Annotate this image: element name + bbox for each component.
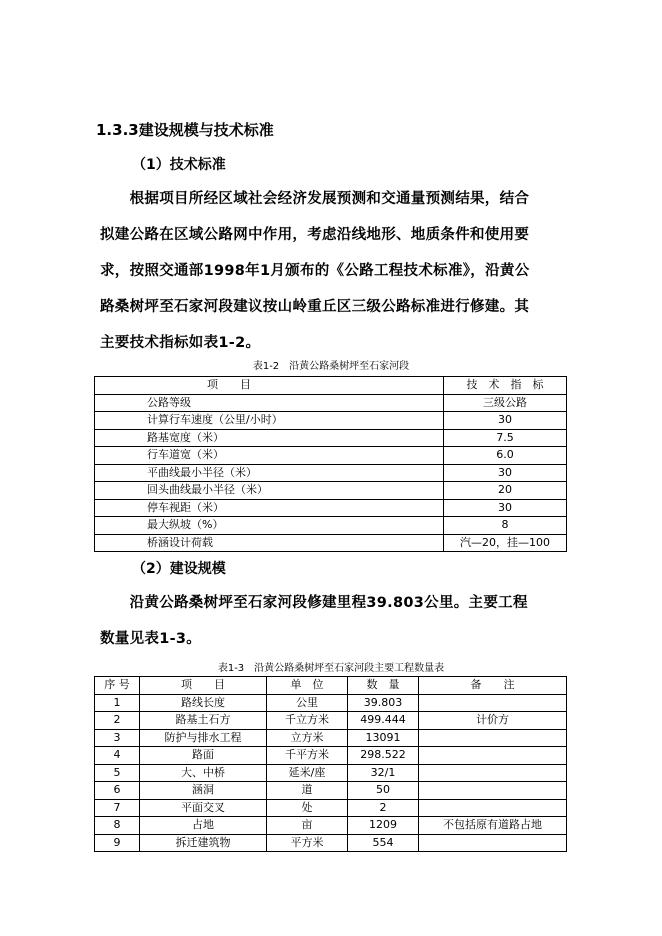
header-number: 序 号 — [95, 677, 140, 695]
cell-item: 涵洞 — [140, 782, 267, 800]
cell-value: 三级公路 — [444, 394, 567, 412]
cell-item: 拆迁建筑物 — [140, 834, 267, 852]
cell-unit: 公里 — [267, 694, 348, 712]
table1-caption: 表1-2 沿黄公路桑树坪至石家河段 — [252, 361, 410, 372]
table-row — [95, 464, 567, 482]
paragraph-line: 路桑树坪至石家河段建议按山岭重丘区三级公路标准进行修建。其 — [100, 299, 530, 315]
table-row — [95, 799, 567, 817]
table-row — [95, 517, 567, 535]
cell-quantity: 2 — [348, 799, 419, 817]
paragraph-construction-scale — [100, 585, 556, 657]
cell-unit: 道 — [267, 782, 348, 800]
cell-number: 7 — [95, 799, 140, 817]
paragraph-line: 沿黄公路桑树坪至石家河段修建里程39.803公里。主要工程 — [100, 595, 528, 611]
cell-remarks — [419, 694, 567, 712]
cell-unit: 立方米 — [267, 729, 348, 747]
cell-unit: 延米/座 — [267, 764, 348, 782]
cell-remarks — [419, 782, 567, 800]
table-row — [95, 729, 567, 747]
table-row — [95, 747, 567, 765]
cell-quantity: 32/1 — [348, 764, 419, 782]
cell-remarks: 不包括原有道路占地 — [419, 817, 567, 835]
header-unit: 单 位 — [267, 677, 348, 695]
table-header-row — [95, 677, 567, 695]
table-row — [95, 694, 567, 712]
cell-number: 6 — [95, 782, 140, 800]
cell-unit: 千平方米 — [267, 747, 348, 765]
cell-item: 占地 — [140, 817, 267, 835]
cell-number: 5 — [95, 764, 140, 782]
cell-quantity: 39.803 — [348, 694, 419, 712]
paragraph-line: 主要技术指标如表1-2。 — [100, 335, 261, 351]
cell-quantity: 298.522 — [348, 747, 419, 765]
paragraph-technical-standards — [100, 181, 556, 361]
work-quantities-table — [94, 676, 567, 852]
cell-remarks — [419, 729, 567, 747]
cell-number: 9 — [95, 834, 140, 852]
subheading-construction-scale: （2）建设规模 — [132, 561, 226, 577]
paragraph-line: 求，按照交通部1998年1月颁布的《公路工程技术标准》，沿黄公 — [100, 263, 530, 279]
cell-value: 汽—20，挂—100 — [444, 534, 567, 552]
cell-quantity: 499.444 — [348, 712, 419, 730]
cell-number: 1 — [95, 694, 140, 712]
cell-item: 路面 — [140, 747, 267, 765]
cell-quantity: 554 — [348, 834, 419, 852]
cell-unit: 亩 — [267, 817, 348, 835]
cell-value: 30 — [444, 412, 567, 430]
cell-item: 公路等级 — [95, 394, 444, 412]
cell-quantity: 13091 — [348, 729, 419, 747]
cell-unit: 平方米 — [267, 834, 348, 852]
cell-unit: 处 — [267, 799, 348, 817]
paragraph-line: 数量见表1-3。 — [100, 631, 202, 647]
table-row — [95, 534, 567, 552]
header-quantity: 数 量 — [348, 677, 419, 695]
table-row — [95, 482, 567, 500]
cell-value: 30 — [444, 464, 567, 482]
cell-number: 3 — [95, 729, 140, 747]
cell-item: 路线长度 — [140, 694, 267, 712]
cell-item: 路基宽度（米） — [95, 429, 444, 447]
table-row — [95, 447, 567, 465]
cell-item: 行车道宽（米） — [95, 447, 444, 465]
cell-quantity: 50 — [348, 782, 419, 800]
table-row — [95, 817, 567, 835]
cell-remarks — [419, 834, 567, 852]
subheading-technical-standards: （1）技术标准 — [132, 157, 226, 173]
table2-caption: 表1-3 沿黄公路桑树坪至石家河段主要工程数量表 — [217, 663, 445, 674]
cell-value: 7.5 — [444, 429, 567, 447]
cell-item: 防护与排水工程 — [140, 729, 267, 747]
paragraph-line: 根据项目所经区域社会经济发展预测和交通量预测结果，结合 — [100, 191, 530, 207]
cell-value: 6.0 — [444, 447, 567, 465]
table-row — [95, 394, 567, 412]
cell-item: 桥涵设计荷载 — [95, 534, 444, 552]
table-header-row — [95, 377, 567, 395]
paragraph-line: 拟建公路在区域公路网中作用，考虑沿线地形、地质条件和使用要 — [100, 227, 530, 243]
cell-unit: 千立方米 — [267, 712, 348, 730]
cell-number: 4 — [95, 747, 140, 765]
section-heading: 1.3.3建设规模与技术标准 — [96, 121, 274, 139]
header-item: 项 目 — [140, 677, 267, 695]
cell-item: 大、中桥 — [140, 764, 267, 782]
table-row — [95, 429, 567, 447]
cell-value: 20 — [444, 482, 567, 500]
table-row — [95, 764, 567, 782]
cell-item: 路基土石方 — [140, 712, 267, 730]
cell-value: 30 — [444, 499, 567, 517]
cell-item: 最大纵坡（%） — [95, 517, 444, 535]
cell-number: 8 — [95, 817, 140, 835]
cell-quantity: 1209 — [348, 817, 419, 835]
table-row — [95, 412, 567, 430]
cell-item: 回头曲线最小半径（米） — [95, 482, 444, 500]
table-row — [95, 782, 567, 800]
cell-remarks — [419, 764, 567, 782]
header-indicator: 技 术 指 标 — [444, 377, 567, 395]
cell-remarks — [419, 747, 567, 765]
table-row — [95, 834, 567, 852]
cell-item: 停车视距（米） — [95, 499, 444, 517]
cell-remarks: 计价方 — [419, 712, 567, 730]
header-remarks: 备 注 — [419, 677, 567, 695]
technical-indicators-table — [94, 376, 567, 552]
table-row — [95, 499, 567, 517]
cell-number: 2 — [95, 712, 140, 730]
header-item: 项 目 — [95, 377, 444, 395]
table-row — [95, 712, 567, 730]
cell-remarks — [419, 799, 567, 817]
cell-item: 平曲线最小半径（米） — [95, 464, 444, 482]
cell-item: 平面交叉 — [140, 799, 267, 817]
cell-value: 8 — [444, 517, 567, 535]
cell-item: 计算行车速度（公里/小时） — [95, 412, 444, 430]
